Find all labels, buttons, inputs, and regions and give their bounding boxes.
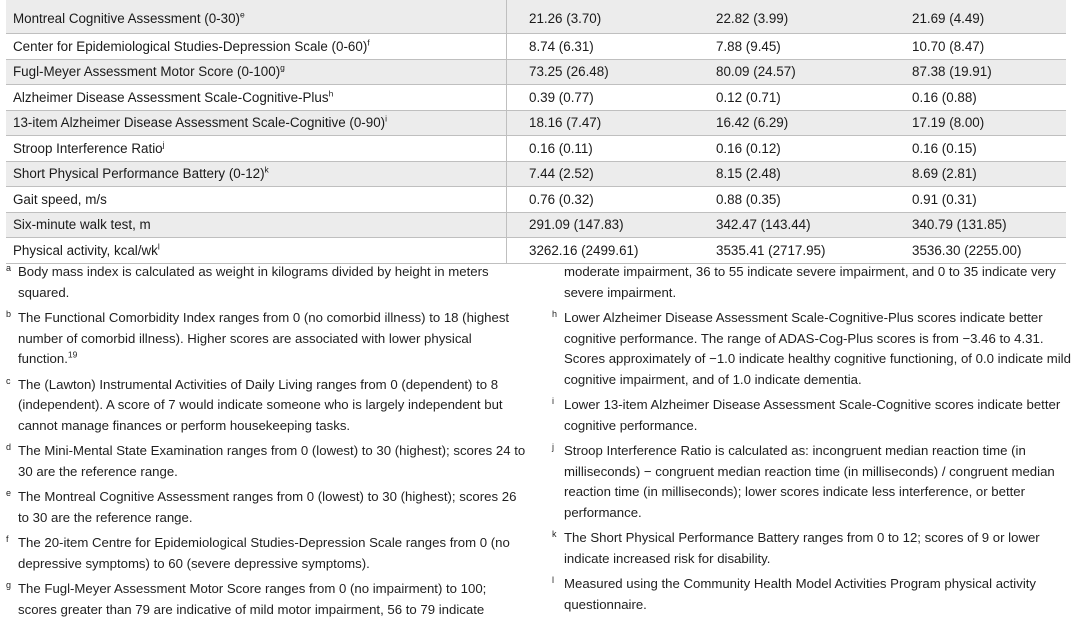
value-cell xyxy=(908,187,1066,213)
row-label xyxy=(6,212,507,238)
value-cell xyxy=(908,136,1066,162)
footnote-text: The Mini-Mental State Examination ranges from 0 (lowest) to 30 (highest); scores 24 to 30 are the reference range. xyxy=(18,443,526,479)
footnote-mark: j xyxy=(552,442,554,452)
value-cell-text: 16.42 (6.29) xyxy=(716,115,789,131)
value-cell-text: 80.09 (24.57) xyxy=(716,64,796,80)
value-cell-text: 21.69 (4.49) xyxy=(912,10,985,26)
footnote-e xyxy=(6,487,526,528)
value-cell-text: 8.74 (6.31) xyxy=(529,38,594,54)
footnote-text: Measured using the Community Health Model Activities Program physical activity questionnaire. xyxy=(564,576,1037,612)
footnote-f xyxy=(6,533,526,574)
footnotes-left-column xyxy=(6,262,526,625)
footnote-j xyxy=(552,441,1072,523)
table-row xyxy=(6,0,1066,34)
value-cell-text: 3536.30 (2255.00) xyxy=(912,242,1022,258)
value-cell xyxy=(507,59,707,85)
footnote-mark: g xyxy=(6,580,12,590)
value-cell xyxy=(706,238,908,264)
value-cell-text: 17.19 (8.00) xyxy=(912,115,985,131)
footnote-mark: h xyxy=(552,309,558,319)
value-cell xyxy=(908,110,1066,136)
value-cell-text: 3262.16 (2499.61) xyxy=(529,242,639,258)
value-cell-text: 7.88 (9.45) xyxy=(716,38,781,54)
footnote-mark: i xyxy=(552,396,554,406)
value-cell xyxy=(908,0,1066,34)
table-row xyxy=(6,187,1066,213)
value-cell xyxy=(908,59,1066,85)
value-cell xyxy=(908,34,1066,60)
value-cell xyxy=(507,161,707,187)
footnote-text: Lower 13-item Alzheimer Disease Assessment Scale-Cognitive scores indicate better cognitive performance. xyxy=(564,397,1061,433)
value-cell xyxy=(706,110,908,136)
value-cell-text: 22.82 (3.99) xyxy=(716,10,789,26)
row-label-text: Alzheimer Disease Assessment Scale-Cognitive-Plus xyxy=(13,89,329,105)
table-row xyxy=(6,34,1066,60)
footnote-text: Lower Alzheimer Disease Assessment Scale-Cognitive-Plus scores indicate better cognitive performance. The range of ADAS-Cog-Plus scores is from −3.46 to 4.31. Scores approximately of −1.0 indicate healthy cognitive functioning, of 0.0 indicate mild cognitive impairment, and of 1.0 indicate dementia. xyxy=(564,310,1071,387)
value-cell-text: 18.16 (7.47) xyxy=(529,115,602,131)
value-cell xyxy=(706,136,908,162)
value-cell-text: 0.12 (0.71) xyxy=(716,89,781,105)
table-row xyxy=(6,85,1066,111)
footnote-d xyxy=(6,441,526,482)
row-label-text: Physical activity, kcal/wk xyxy=(13,242,158,258)
row-label-text: Montreal Cognitive Assessment (0-30) xyxy=(13,10,240,26)
value-cell xyxy=(706,187,908,213)
footnote-b xyxy=(6,308,526,370)
footnote-mark: k xyxy=(552,529,557,539)
row-label-text: Center for Epidemiological Studies-Depression Scale (0-60) xyxy=(13,38,368,54)
footnote-text: The Short Physical Performance Battery ranges from 0 to 12; scores of 9 or lower indicate increased risk for disability. xyxy=(564,530,1040,566)
footnote-text: The Montreal Cognitive Assessment ranges from 0 (lowest) to 30 (highest); scores 26 to 30 are the reference range. xyxy=(18,489,517,525)
row-label xyxy=(6,238,507,264)
footnote-mark: f xyxy=(6,534,9,544)
table-row xyxy=(6,161,1066,187)
value-cell-text: 0.39 (0.77) xyxy=(529,89,594,105)
value-cell xyxy=(908,161,1066,187)
value-cell xyxy=(908,85,1066,111)
value-cell-text: 0.88 (0.35) xyxy=(716,191,781,207)
value-cell-text: 87.38 (19.91) xyxy=(912,64,992,80)
footnote-l xyxy=(552,574,1072,615)
value-cell xyxy=(706,34,908,60)
table-row xyxy=(6,110,1066,136)
footnote-text: The 20-item Centre for Epidemiological Studies-Depression Scale ranges from 0 (no depressive symptoms) to 60 (severe depressive symptoms). xyxy=(18,535,510,571)
footnote-mark: l xyxy=(552,575,554,585)
data-table-container xyxy=(6,0,1066,264)
value-cell xyxy=(507,85,707,111)
value-cell-text: 0.16 (0.88) xyxy=(912,89,977,105)
reference-number: 19 xyxy=(67,349,78,360)
table-row xyxy=(6,212,1066,238)
footnote-mark: b xyxy=(6,309,12,319)
value-cell xyxy=(706,0,908,34)
value-cell xyxy=(706,212,908,238)
value-cell-text: 73.25 (26.48) xyxy=(529,64,609,80)
footnote-g-continuation xyxy=(552,262,1072,303)
row-label xyxy=(6,187,507,213)
value-cell-text: 8.69 (2.81) xyxy=(912,166,977,182)
footnote-continuation-text: moderate impairment, 36 to 55 indicate severe impairment, and 0 to 35 indicate very severe impairment. xyxy=(564,264,1056,300)
value-cell xyxy=(507,110,707,136)
row-label-text: Stroop Interference Ratio xyxy=(13,140,163,156)
value-cell-text: 0.16 (0.12) xyxy=(716,140,781,156)
footnote-i xyxy=(552,395,1072,436)
row-label-text: Short Physical Performance Battery (0-12) xyxy=(13,166,265,182)
footnote-text: Stroop Interference Ratio is calculated as: incongruent median reaction time (in milliseconds) − congruent median reaction time (in milliseconds) / congruent median reaction time (in milliseconds); lower scores indicate less interference, or better performance. xyxy=(564,443,1055,520)
value-cell-text: 8.15 (2.48) xyxy=(716,166,781,182)
footnote-marker: f xyxy=(367,37,370,48)
value-cell xyxy=(507,34,707,60)
value-cell xyxy=(908,212,1066,238)
footnote-marker: l xyxy=(157,241,160,252)
row-label-text: 13-item Alzheimer Disease Assessment Scale-Cognitive (0-90) xyxy=(13,115,386,131)
value-cell xyxy=(507,0,707,34)
footnote-mark: c xyxy=(6,375,11,386)
value-cell xyxy=(706,59,908,85)
footnote-text: The Fugl-Meyer Assessment Motor Score ranges from 0 (no impairment) to 100; scores greater than 79 are indicative of mild motor impairment, 56 to 79 indicate xyxy=(18,581,487,617)
value-cell xyxy=(507,187,707,213)
table-row xyxy=(6,59,1066,85)
value-cell-text: 10.70 (8.47) xyxy=(912,38,985,54)
row-label-text: Gait speed, m/s xyxy=(13,191,107,207)
footnote-marker: i xyxy=(385,113,388,124)
value-cell-text: 342.47 (143.44) xyxy=(716,217,811,233)
value-cell-text: 0.16 (0.11) xyxy=(529,140,593,156)
row-label xyxy=(6,59,507,85)
value-cell xyxy=(706,85,908,111)
footnote-h xyxy=(552,308,1072,390)
footnote-g xyxy=(6,579,526,620)
value-cell xyxy=(507,238,707,264)
footnote-marker: j xyxy=(162,139,165,150)
row-label-text: Six-minute walk test, m xyxy=(13,217,151,233)
value-cell-text: 0.16 (0.15) xyxy=(912,140,977,156)
footnote-marker: e xyxy=(240,9,245,20)
value-cell xyxy=(706,161,908,187)
value-cell-text: 0.91 (0.31) xyxy=(912,191,977,207)
value-cell-text: 340.79 (131.85) xyxy=(912,217,1007,233)
row-label xyxy=(6,34,507,60)
footnote-marker: g xyxy=(280,62,285,73)
data-table xyxy=(6,0,1066,264)
table-body xyxy=(6,0,1066,263)
row-label-text: Fugl-Meyer Assessment Motor Score (0-100) xyxy=(13,64,281,80)
value-cell-text: 21.26 (3.70) xyxy=(529,10,602,26)
footnote-text: The (Lawton) Instrumental Activities of Daily Living ranges from 0 (dependent) to 8 (independent). A score of 7 would indicate someone who is largely independent but cannot manage finances or perform housekeeping tasks. xyxy=(18,376,503,433)
footnote-c xyxy=(6,375,526,437)
value-cell-text: 0.76 (0.32) xyxy=(529,191,594,207)
footnote-text: Body mass index is calculated as weight in kilograms divided by height in meters squared. xyxy=(18,264,489,300)
row-label xyxy=(6,110,507,136)
footnote-mark: a xyxy=(6,263,12,273)
row-label xyxy=(6,85,507,111)
footnotes-right-column xyxy=(552,262,1072,620)
footnote-k xyxy=(552,528,1072,569)
footnote-a xyxy=(6,262,526,303)
row-label xyxy=(6,136,507,162)
value-cell xyxy=(507,212,707,238)
footnote-marker: h xyxy=(328,88,334,99)
value-cell xyxy=(908,238,1066,264)
value-cell-text: 291.09 (147.83) xyxy=(529,217,624,233)
footnote-text: The Functional Comorbidity Index ranges from 0 (no comorbid illness) to 18 (highest number of comorbid illness). Higher scores are associated with lower physical function. xyxy=(18,310,510,366)
footnote-mark: e xyxy=(6,488,12,498)
value-cell xyxy=(507,136,707,162)
row-label xyxy=(6,0,507,34)
row-label xyxy=(6,161,507,187)
value-cell-text: 3535.41 (2717.95) xyxy=(716,242,826,258)
footnote-mark: d xyxy=(6,442,12,452)
footnote-marker: k xyxy=(264,164,269,175)
table-row xyxy=(6,238,1066,264)
table-row xyxy=(6,136,1066,162)
value-cell-text: 7.44 (2.52) xyxy=(529,166,594,182)
